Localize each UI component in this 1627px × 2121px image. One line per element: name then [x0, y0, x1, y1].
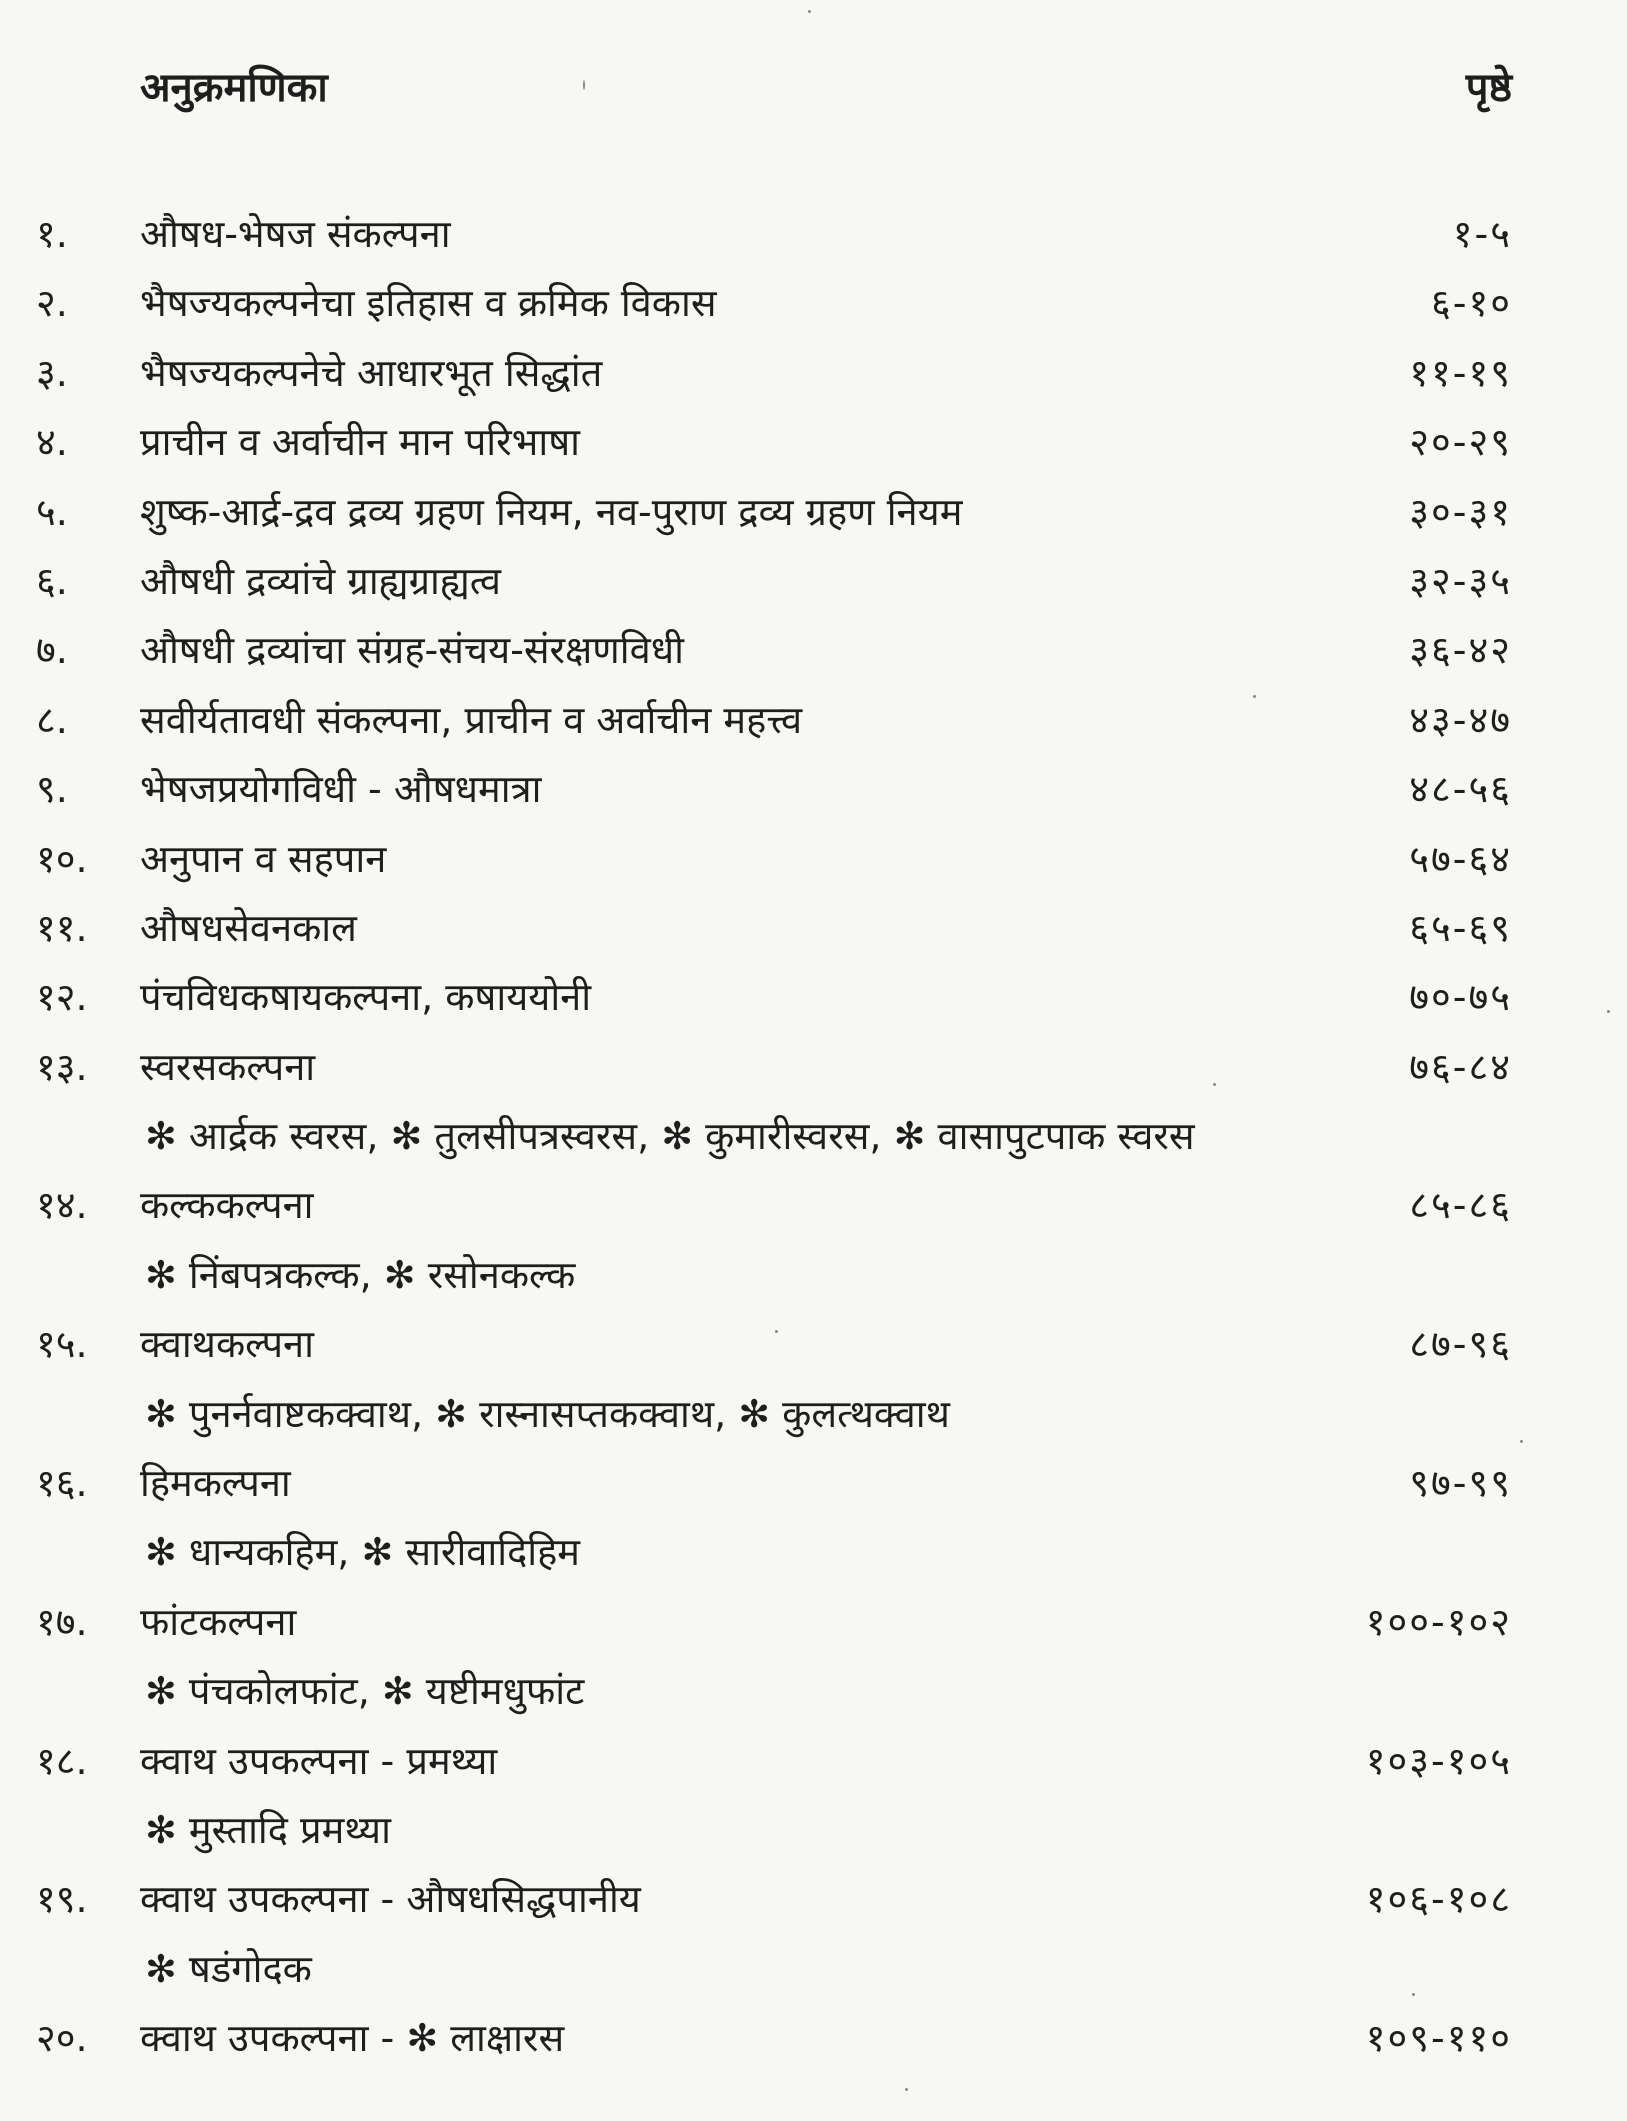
toc-entry-number: १. [36, 212, 68, 256]
toc-subitems-text: ✻ धान्यकहिम, ✻ सारीवादिहिम [145, 1530, 581, 1575]
toc-subitems [0, 1518, 1627, 1587]
toc-entry-title: फांटकल्पना [140, 1599, 297, 1644]
toc-entry-number: १३. [36, 1044, 88, 1089]
toc-entry-pages: ११-१९ [1409, 350, 1512, 395]
paper-speck [1607, 1010, 1610, 1013]
toc-entry-number: १४. [36, 1183, 88, 1228]
toc-entry-title: औषधी द्रव्यांचा संग्रह-संचय-संरक्षणविधी [140, 628, 684, 673]
toc-entry-pages: ४३-४७ [1409, 697, 1512, 742]
toc-entry-pages: ७६-८४ [1409, 1044, 1512, 1089]
toc-entry-pages: १-५ [1452, 212, 1512, 256]
toc-entry-number: २०. [36, 2016, 88, 2061]
toc-entry-number: १६. [36, 1461, 88, 1506]
table-of-contents [0, 200, 1627, 2074]
toc-entry-pages: ६५-६९ [1409, 905, 1512, 950]
toc-entry-number: ३. [36, 350, 68, 395]
toc-entry-pages: ३०-३१ [1409, 489, 1512, 534]
toc-entry [0, 1449, 1627, 1518]
toc-entry [0, 963, 1627, 1032]
toc-entry-number: ६. [36, 558, 68, 603]
toc-entry-title: क्वाथ उपकल्पना - ✻ लाक्षारस [140, 2016, 565, 2061]
toc-subitems [0, 1935, 1627, 2004]
toc-subitems-text: ✻ निंबपत्रकल्क, ✻ रसोनकल्क [145, 1252, 576, 1297]
toc-entry-number: १५. [36, 1322, 88, 1367]
toc-entry [0, 1310, 1627, 1379]
toc-subitems [0, 1102, 1627, 1171]
toc-entry [0, 269, 1627, 338]
toc-entry-title: कल्ककल्पना [140, 1183, 314, 1228]
toc-entry-title: स्वरसकल्पना [140, 1044, 316, 1089]
toc-entry-pages: ४८-५६ [1409, 767, 1512, 812]
toc-entry-number: ८. [36, 697, 68, 742]
toc-entry-number: ४. [36, 420, 68, 465]
toc-entry-pages: ६-१० [1431, 281, 1512, 326]
toc-subitems-text: ✻ षडंगोदक [145, 1946, 312, 1991]
toc-entry [0, 1865, 1627, 1934]
toc-entry [0, 408, 1627, 477]
toc-entry-title: सवीर्यतावधी संकल्पना, प्राचीन व अर्वाचीन महत्त्व [140, 697, 803, 742]
paper-speck [1412, 1993, 1415, 1996]
toc-entry [0, 339, 1627, 408]
paper-speck [905, 2088, 908, 2091]
toc-subitems-text: ✻ पंचकोलफांट, ✻ यष्टीमधुफांट [145, 1669, 585, 1714]
toc-subitems-text: ✻ मुस्तादि प्रमथ्या [145, 1807, 391, 1852]
toc-entry [0, 200, 1627, 269]
toc-entry-title: क्वाथ उपकल्पना - औषधसिद्धपानीय [140, 1877, 641, 1922]
toc-entry [0, 478, 1627, 547]
paper-speck [808, 10, 811, 13]
paper-speck [1253, 695, 1256, 698]
toc-entry-title: भैषज्यकल्पनेचा इतिहास व क्रमिक विकास [140, 281, 717, 326]
toc-entry [0, 1588, 1627, 1657]
toc-entry-pages: १०३-१०५ [1365, 1738, 1512, 1783]
toc-entry-number: ७. [36, 628, 68, 673]
toc-entry-title: प्राचीन व अर्वाचीन मान परिभाषा [140, 420, 581, 465]
toc-entry-number: १७. [36, 1599, 88, 1644]
toc-entry-title: औषधसेवनकाल [140, 905, 357, 950]
toc-entry [0, 686, 1627, 755]
toc-entry [0, 755, 1627, 824]
toc-entry [0, 616, 1627, 685]
toc-entry-title: भैषज्यकल्पनेचे आधारभूत सिद्धांत [140, 350, 603, 395]
toc-subitems [0, 1796, 1627, 1865]
toc-entry-pages: ३६-४२ [1409, 628, 1512, 673]
toc-entry-title: क्वाथकल्पना [140, 1322, 314, 1367]
toc-subitems [0, 1241, 1627, 1310]
toc-entry [0, 547, 1627, 616]
toc-subitems [0, 1657, 1627, 1726]
paper-speck [1213, 1083, 1216, 1086]
toc-entry-number: ९. [36, 767, 68, 812]
toc-entry [0, 894, 1627, 963]
toc-entry-pages: ७०-७५ [1409, 975, 1512, 1020]
toc-entry-title: औषधी द्रव्यांचे ग्राह्यग्राह्यत्व [140, 558, 501, 603]
toc-entry [0, 1171, 1627, 1240]
toc-subitems-text: ✻ आर्द्रक स्वरस, ✻ तुलसीपत्रस्वरस, ✻ कुमारीस्वरस, ✻ वासापुटपाक स्वरस [145, 1114, 1195, 1159]
toc-entry [0, 1033, 1627, 1102]
toc-subitems-text: ✻ पुनर्नवाष्टकक्वाथ, ✻ रास्नासप्तकक्वाथ, ✻ कुलत्थक्वाथ [145, 1391, 950, 1436]
toc-entry-pages: १०६-१०८ [1365, 1877, 1512, 1922]
toc-entry-title: हिमकल्पना [140, 1461, 291, 1506]
toc-entry-pages: १०९-११० [1365, 2016, 1512, 2061]
toc-entry-pages: ८५-८६ [1409, 1183, 1512, 1228]
toc-entry-title: पंचविधकषायकल्पना, कषाययोनी [140, 975, 592, 1020]
toc-entry-pages: २०-२९ [1409, 420, 1512, 465]
toc-entry [0, 825, 1627, 894]
toc-entry-pages: ३२-३५ [1409, 558, 1512, 603]
toc-entry [0, 1727, 1627, 1796]
page-title: अनुक्रमणिका [140, 65, 328, 111]
toc-entry-number: १२. [36, 975, 88, 1020]
toc-header [0, 58, 1627, 118]
toc-entry-pages: ५७-६४ [1409, 836, 1512, 881]
paper-speck [775, 1330, 778, 1333]
pages-column-label: पृष्ठे [1465, 65, 1512, 111]
toc-entry-pages: ८७-९६ [1409, 1322, 1512, 1367]
toc-entry-number: १०. [36, 836, 88, 881]
toc-entry-number: २. [36, 281, 68, 326]
toc-entry-title: औषध-भेषज संकल्पना [140, 212, 451, 256]
toc-entry-pages: ९७-९९ [1409, 1461, 1512, 1506]
toc-entry-number: ५. [36, 489, 68, 534]
toc-entry [0, 2004, 1627, 2073]
toc-entry-title: अनुपान व सहपान [140, 836, 387, 881]
toc-subitems [0, 1380, 1627, 1449]
paper-speck [1520, 1440, 1523, 1443]
toc-entry-pages: १००-१०२ [1365, 1599, 1512, 1644]
paper-speck [583, 80, 585, 90]
toc-entry-title: भेषजप्रयोगविधी - औषधमात्रा [140, 767, 542, 812]
toc-entry-number: ११. [36, 905, 88, 950]
toc-entry-title: क्वाथ उपकल्पना - प्रमथ्या [140, 1738, 498, 1783]
toc-entry-number: १८. [36, 1738, 88, 1783]
toc-entry-title: शुष्क-आर्द्र-द्रव द्रव्य ग्रहण नियम, नव-पुराण द्रव्य ग्रहण नियम [140, 489, 963, 534]
toc-entry-number: १९. [36, 1877, 88, 1922]
